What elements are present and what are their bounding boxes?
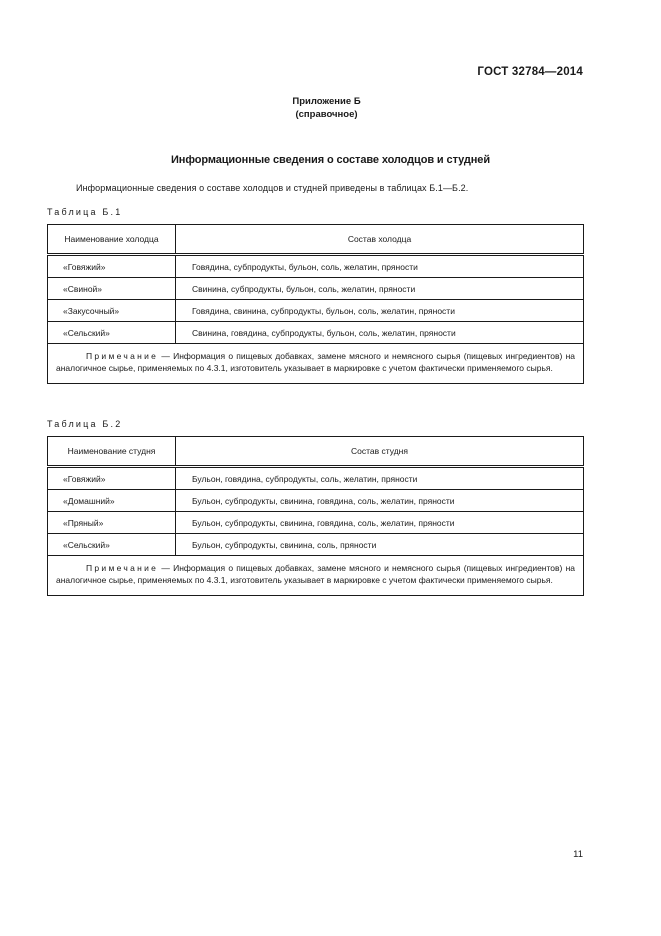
- table1: [47, 224, 584, 384]
- annex-title: Приложение Б: [292, 96, 361, 107]
- table-row: [48, 255, 584, 278]
- table1-header-composition: Состав холодца: [176, 225, 584, 255]
- table-cell-name: «Сельский»: [48, 322, 176, 344]
- table2-note: [48, 556, 584, 596]
- table-cell-name: «Говяжий»: [48, 467, 176, 490]
- table-row: [48, 300, 584, 322]
- table1-caption: Таблица Б.1: [47, 207, 123, 217]
- table-cell-name: «Домашний»: [48, 490, 176, 512]
- table2-header-composition: Состав студня: [176, 437, 584, 467]
- section-heading: Информационные сведения о составе холодцов и студней: [171, 154, 490, 166]
- document-code: ГОСТ 32784—2014: [477, 66, 583, 78]
- table-cell-composition: Говядина, свинина, субпродукты, бульон, соль, желатин, пряности: [176, 300, 584, 322]
- table-row: [48, 490, 584, 512]
- table-header-row: [48, 437, 584, 467]
- note-lead: Примечание: [86, 563, 159, 573]
- table-cell-name: «Пряный»: [48, 512, 176, 534]
- table-cell-composition: Бульон, субпродукты, свинина, соль, пряности: [176, 534, 584, 556]
- table-note-row: [48, 556, 584, 596]
- table2-caption: Таблица Б.2: [47, 419, 123, 429]
- page-number: 11: [573, 849, 583, 860]
- table-row: [48, 512, 584, 534]
- table1-note: [48, 344, 584, 384]
- note-text: — Информация о пищевых добавках, замене мясного и немясного сырья (пищевых ингредиентов) на аналогичное сырье, применяемых по 4.3.1, изготовитель указывает в маркировке с учетом фактически применяемого сырья.: [56, 563, 575, 585]
- table-row: [48, 322, 584, 344]
- table-row: [48, 534, 584, 556]
- table-row: [48, 467, 584, 490]
- table-cell-name: «Говяжий»: [48, 255, 176, 278]
- table1-header-name: Наименование холодца: [48, 225, 176, 255]
- table-cell-name: «Закусочный»: [48, 300, 176, 322]
- table-cell-composition: Бульон, субпродукты, свинина, говядина, соль, желатин, пряности: [176, 490, 584, 512]
- intro-paragraph: Информационные сведения о составе холодцов и студней приведены в таблицах Б.1—Б.2.: [76, 183, 469, 193]
- table-cell-composition: Бульон, субпродукты, свинина, говядина, соль, желатин, пряности: [176, 512, 584, 534]
- table-note-row: [48, 344, 584, 384]
- table-cell-composition: Свинина, говядина, субпродукты, бульон, соль, желатин, пряности: [176, 322, 584, 344]
- table-cell-name: «Свиной»: [48, 278, 176, 300]
- table2-header-name: Наименование студня: [48, 437, 176, 467]
- annex-subtitle: (справочное): [295, 109, 358, 120]
- table-header-row: [48, 225, 584, 255]
- table2: [47, 436, 584, 596]
- table-cell-name: «Сельский»: [48, 534, 176, 556]
- note-text: — Информация о пищевых добавках, замене мясного и немясного сырья (пищевых ингредиентов) на аналогичное сырье, применяемых по 4.3.1, изготовитель указывает в маркировке с учетом фактически применяемого сырья.: [56, 351, 575, 373]
- table-cell-composition: Бульон, говядина, субпродукты, соль, желатин, пряности: [176, 467, 584, 490]
- table-cell-composition: Говядина, субпродукты, бульон, соль, желатин, пряности: [176, 255, 584, 278]
- note-lead: Примечание: [86, 351, 159, 361]
- table-row: [48, 278, 584, 300]
- table-cell-composition: Свинина, субпродукты, бульон, соль, желатин, пряности: [176, 278, 584, 300]
